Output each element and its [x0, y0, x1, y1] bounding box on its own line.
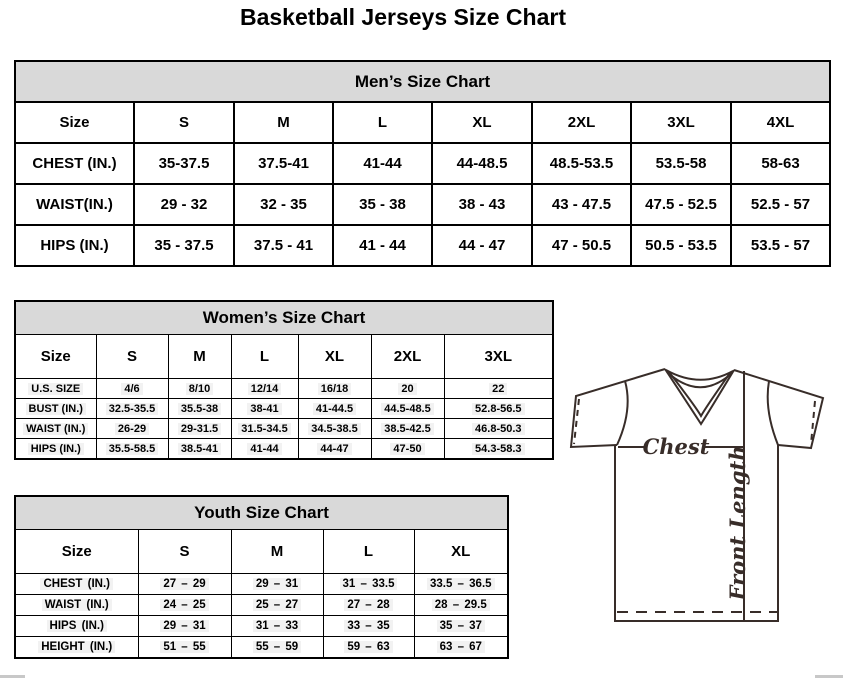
size-column-header: 3XL	[631, 102, 731, 143]
size-value-cell: 47.5 - 52.5	[631, 184, 731, 225]
size-column-header: XL	[432, 102, 532, 143]
size-value-cell: 44-48.5	[432, 143, 532, 184]
jersey-measurement-diagram	[555, 355, 843, 625]
size-value-cell: 31.5-34.5	[231, 419, 298, 439]
size-value-cell: 58-63	[731, 143, 830, 184]
size-value-cell: 31 – 33	[231, 616, 323, 637]
size-value-cell: 24 – 25	[138, 595, 231, 616]
size-value-cell: 41-44	[333, 143, 432, 184]
size-value-cell: 34.5-38.5	[298, 419, 371, 439]
size-value-cell: 46.8-50.3	[444, 419, 553, 439]
size-column-header: L	[323, 530, 414, 574]
size-value-cell: 47 - 50.5	[532, 225, 631, 266]
measurement-row	[15, 616, 508, 637]
size-value-cell: 31 – 33.5	[323, 574, 414, 595]
size-value-cell: 33.5 – 36.5	[414, 574, 508, 595]
measurement-row	[15, 143, 830, 184]
size-value-cell: 54.3-58.3	[444, 439, 553, 460]
size-value-cell: 37.5 - 41	[234, 225, 333, 266]
size-column-header: L	[333, 102, 432, 143]
size-value-cell: 16/18	[298, 379, 371, 399]
measurement-row	[15, 439, 553, 460]
size-value-cell: 8/10	[168, 379, 231, 399]
chest-label: Chest	[642, 434, 710, 459]
size-value-cell: 38-41	[231, 399, 298, 419]
mens-size-table	[14, 60, 831, 267]
measurement-row-label: CHEST (IN.)	[15, 574, 138, 595]
size-value-cell: 29 - 32	[134, 184, 234, 225]
size-value-cell: 51 – 55	[138, 637, 231, 659]
size-value-cell: 35 - 37.5	[134, 225, 234, 266]
size-value-cell: 44 - 47	[432, 225, 532, 266]
measurement-row	[15, 184, 830, 225]
size-column-header: 4XL	[731, 102, 830, 143]
measurement-row	[15, 574, 508, 595]
size-column-header: Size	[15, 335, 96, 379]
size-value-cell: 33 – 35	[323, 616, 414, 637]
size-value-cell: 41-44.5	[298, 399, 371, 419]
size-header-row	[15, 102, 830, 143]
measurement-row-label: WAIST(IN.)	[15, 184, 134, 225]
measurement-row-label: WAIST (IN.)	[15, 595, 138, 616]
size-value-cell: 12/14	[231, 379, 298, 399]
table-caption: Youth Size Chart	[15, 496, 508, 530]
measurement-row-label: WAIST (IN.)	[15, 419, 96, 439]
size-column-header: S	[96, 335, 168, 379]
measurement-row-label: HIPS (IN.)	[15, 225, 134, 266]
size-column-header: M	[234, 102, 333, 143]
size-header-row	[15, 335, 553, 379]
size-value-cell: 26-29	[96, 419, 168, 439]
table-caption: Men’s Size Chart	[15, 61, 830, 102]
measurement-row	[15, 637, 508, 659]
size-value-cell: 22	[444, 379, 553, 399]
measurement-row-label: CHEST (IN.)	[15, 143, 134, 184]
womens-size-table	[14, 300, 554, 460]
measurement-row-label: HIPS (IN.)	[15, 439, 96, 460]
measurement-row	[15, 399, 553, 419]
size-value-cell: 28 – 29.5	[414, 595, 508, 616]
size-value-cell: 52.8-56.5	[444, 399, 553, 419]
scrollbar-fragment-right	[815, 675, 843, 678]
size-value-cell: 38.5-41	[168, 439, 231, 460]
size-value-cell: 32.5-35.5	[96, 399, 168, 419]
measurement-row-label: HEIGHT (IN.)	[15, 637, 138, 659]
size-column-header: L	[231, 335, 298, 379]
size-column-header: 2XL	[532, 102, 631, 143]
size-column-header: 2XL	[371, 335, 444, 379]
youth-size-table	[14, 495, 509, 659]
size-value-cell: 63 – 67	[414, 637, 508, 659]
size-value-cell: 52.5 - 57	[731, 184, 830, 225]
size-value-cell: 53.5 - 57	[731, 225, 830, 266]
size-value-cell: 55 – 59	[231, 637, 323, 659]
size-column-header: 3XL	[444, 335, 553, 379]
size-value-cell: 41-44	[231, 439, 298, 460]
size-value-cell: 47-50	[371, 439, 444, 460]
table-caption: Women’s Size Chart	[15, 301, 553, 335]
measurement-row	[15, 379, 553, 399]
size-value-cell: 35 - 38	[333, 184, 432, 225]
size-value-cell: 53.5-58	[631, 143, 731, 184]
size-column-header: Size	[15, 102, 134, 143]
measurement-row	[15, 225, 830, 266]
size-column-header: XL	[414, 530, 508, 574]
size-column-header: XL	[298, 335, 371, 379]
measurement-row-label: U.S. SIZE	[15, 379, 96, 399]
size-column-header: S	[138, 530, 231, 574]
size-value-cell: 35.5-38	[168, 399, 231, 419]
size-value-cell: 4/6	[96, 379, 168, 399]
size-value-cell: 35 – 37	[414, 616, 508, 637]
size-value-cell: 43 - 47.5	[532, 184, 631, 225]
size-column-header: M	[168, 335, 231, 379]
scrollbar-fragment-left	[0, 675, 25, 678]
size-value-cell: 44.5-48.5	[371, 399, 444, 419]
size-header-row	[15, 530, 508, 574]
size-column-header: S	[134, 102, 234, 143]
size-value-cell: 32 - 35	[234, 184, 333, 225]
size-value-cell: 38.5-42.5	[371, 419, 444, 439]
measurement-row	[15, 419, 553, 439]
size-value-cell: 25 – 27	[231, 595, 323, 616]
jersey-outline-icon	[555, 355, 843, 625]
size-value-cell: 35.5-58.5	[96, 439, 168, 460]
size-value-cell: 27 – 29	[138, 574, 231, 595]
page-title: Basketball Jerseys Size Chart	[239, 4, 566, 30]
measurement-row	[15, 595, 508, 616]
size-value-cell: 48.5-53.5	[532, 143, 631, 184]
size-value-cell: 27 – 28	[323, 595, 414, 616]
size-value-cell: 37.5-41	[234, 143, 333, 184]
size-value-cell: 50.5 - 53.5	[631, 225, 731, 266]
size-value-cell: 29-31.5	[168, 419, 231, 439]
size-value-cell: 35-37.5	[134, 143, 234, 184]
size-value-cell: 44-47	[298, 439, 371, 460]
size-value-cell: 20	[371, 379, 444, 399]
front-length-label: Front Length	[725, 445, 750, 601]
size-column-header: Size	[15, 530, 138, 574]
size-value-cell: 29 – 31	[138, 616, 231, 637]
size-column-header: M	[231, 530, 323, 574]
measurement-row-label: BUST (IN.)	[15, 399, 96, 419]
measurement-row-label: HIPS (IN.)	[15, 616, 138, 637]
size-value-cell: 59 – 63	[323, 637, 414, 659]
size-value-cell: 29 – 31	[231, 574, 323, 595]
size-value-cell: 38 - 43	[432, 184, 532, 225]
size-value-cell: 41 - 44	[333, 225, 432, 266]
